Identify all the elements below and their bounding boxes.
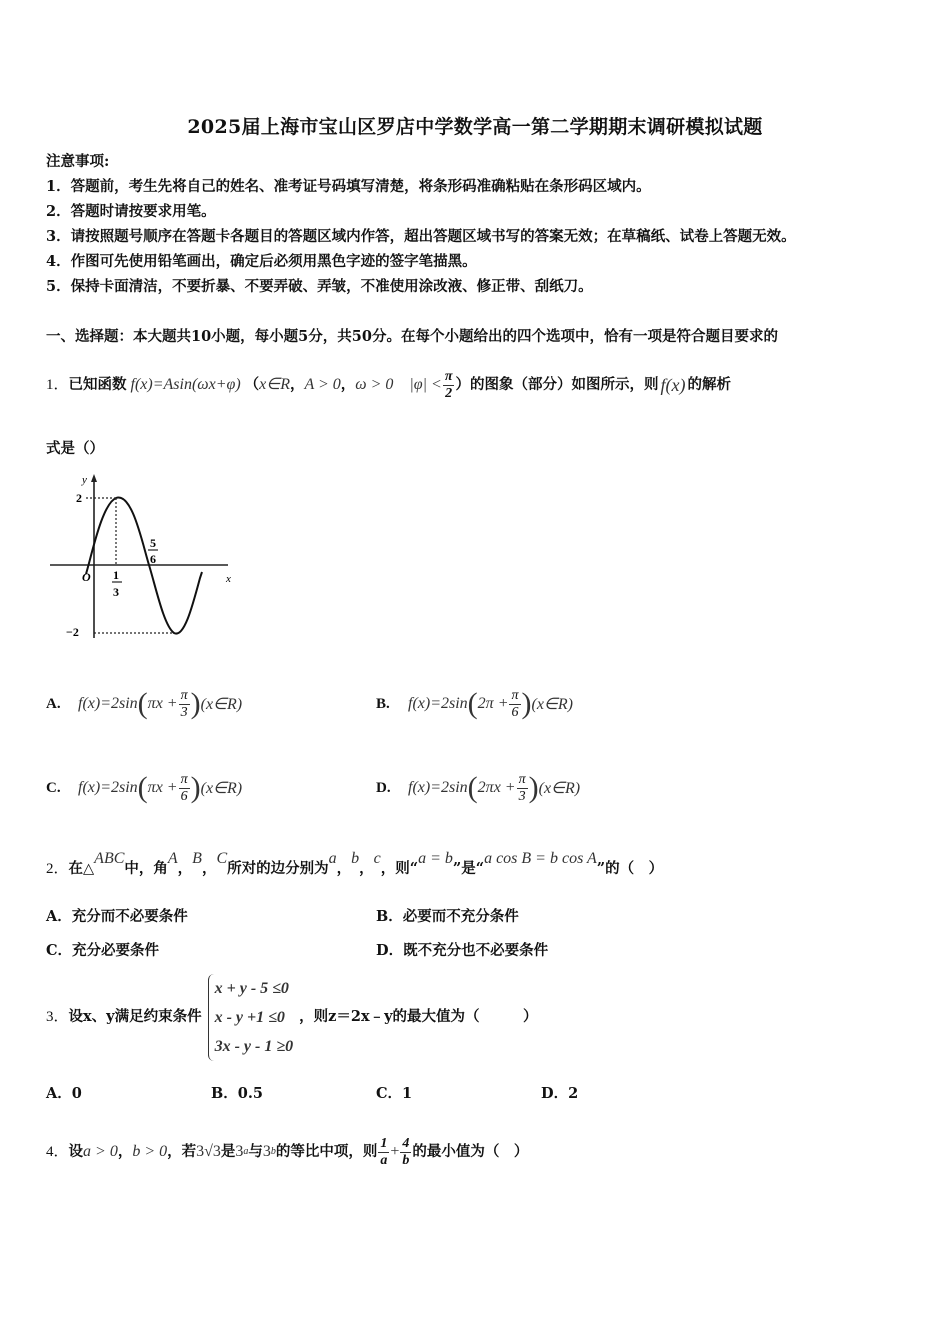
q1-cond-omega: ω > 0 [355,376,394,393]
x-tick-5-6-den: 6 [150,552,156,566]
constraint-2: x - y +1 ≤0 [214,1008,285,1026]
q1-formula: f(x)=Asin(ωx+φ) [130,376,241,393]
origin-label: O [82,570,91,584]
option-lhs: f(x)=2sin [78,695,138,712]
question-3-stem [46,972,538,1062]
q2-side-a: a [328,850,337,867]
option-label: B. [376,695,390,712]
q1-cond-x: x∈R [259,376,290,393]
q1-fraction-pi-2 [443,369,455,402]
question-number: 3． [46,1009,69,1025]
option-text: 0 [71,1085,82,1102]
option-inner: 2π + [477,695,509,712]
q4-text-5: 的等比中项，则 [275,1143,378,1160]
question-number: 4． [46,1144,69,1160]
y-tick-neg2: −2 [66,625,79,639]
x-tick-5-6-num: 5 [150,536,156,550]
q1-option-d[interactable] [376,762,580,814]
right-paren: ) [190,771,201,804]
fraction-numerator: π [511,687,519,703]
right-paren: ) [528,771,539,804]
q4-text-2: ，若 [167,1143,197,1160]
right-paren: ) [190,687,201,720]
q4-text-4: 与 [248,1143,263,1160]
option-domain: (x∈R) [200,696,243,713]
option-inner: πx + [147,779,178,796]
q2-sep-2: ， [201,860,217,877]
notice-item-4: 4．作图可先使用铅笔画出，确定后必须用黑色字迹的签字笔描黑。 [46,253,477,270]
option-text: 既不充分也不必要条件 [403,942,549,959]
q4-condition-a: a > 0 [83,1143,118,1160]
fraction-numerator: 4 [402,1135,410,1151]
q1-cond-phi: |φ| < [409,376,442,393]
left-paren: ( [467,687,478,720]
option-fraction [179,688,190,721]
q2-text-3: 所对的边分别为 [227,860,329,877]
q1-fx: f(x) [660,375,686,395]
option-label: D． [541,1085,569,1102]
option-inner: 2πx + [477,779,516,796]
fraction-numerator: π [180,687,188,703]
y-axis-arrow [91,474,97,482]
notice-header: 注意事项: [46,153,110,170]
q4-condition-b: b > 0 [132,1143,168,1160]
q1-cond-a: A > 0 [304,376,341,393]
q2-side-c: c [373,850,381,867]
fraction-numerator: π [180,771,188,787]
fraction-denominator: a [380,1152,388,1168]
option-domain: (x∈R) [531,696,573,713]
option-label: C. [46,779,61,796]
fraction-denominator: b [402,1152,410,1168]
question-1-stem [46,362,731,408]
option-label: C． [376,1085,403,1102]
option-label: C． [46,942,73,959]
q4-power-b-exp: b [270,1146,276,1157]
option-lhs: f(x)=2sin [78,779,138,796]
constraint-1: x + y - 5 ≤0 [214,979,289,997]
q4-fraction-1-a [378,1136,389,1169]
option-fraction [179,772,190,805]
fraction-denominator: 6 [180,788,188,804]
x-tick-1-3-num: 1 [113,568,119,582]
q4-sep: ， [117,1143,133,1160]
q2-text-2: 中，角 [124,860,168,877]
fraction-numerator: π [518,771,526,787]
option-label: A． [46,908,72,925]
option-label: B． [211,1085,238,1102]
left-paren: ( [137,687,148,720]
q3-option-c[interactable] [376,1085,412,1103]
page-title: 2025届上海市宝山区罗店中学数学高一第二学期期末调研模拟试题 [187,116,763,138]
q4-text-1: 设 [68,1143,84,1160]
fraction-denominator: 3 [518,788,526,804]
q4-sqrt-3: √3 [204,1143,221,1160]
q3-text-1: 设x、y满足约束条件 [68,1008,202,1025]
q3-option-d[interactable] [541,1085,578,1103]
fraction-denominator: 2 [445,385,453,401]
left-paren: ( [137,771,148,804]
q2-sep-4: ， [359,860,374,877]
section-heading: 一、选择题：本大题共10小题，每小题5分，共50分。在每个小题给出的四个选项中，恰有一项是符合题目要求的 [46,328,778,345]
q1-comma-1: ， [289,376,305,393]
q4-text-3: 是 [220,1143,236,1160]
q2-sep-1: ， [177,860,193,877]
option-domain: (x∈R) [200,780,243,797]
option-domain: (x∈R) [538,780,581,797]
q3-option-b[interactable] [211,1085,263,1103]
fraction-numerator: π [444,368,453,384]
y-axis-label: y [82,474,87,486]
option-label: D． [376,942,404,959]
q1-option-a[interactable] [46,678,242,730]
q1-stem-line-2: 式是（） [46,440,104,457]
q1-close-paren: ） [455,376,470,393]
y-tick-2: 2 [76,491,82,505]
question-2-stem [46,846,663,892]
q3-text-2: ，则z＝2x﹣y的最大值为（ ） [299,1008,538,1025]
option-text: 必要而不充分条件 [402,908,519,925]
q1-option-b[interactable] [376,678,573,730]
q1-text-1: 已知函数 [68,376,127,393]
option-text: 充分必要条件 [72,942,160,959]
notice-item-1: 1．答题前，考生先将自己的姓名、准考证号码填写清楚，将条形码准确粘贴在条形码区域内。 [46,178,651,195]
q2-option-c[interactable] [46,942,159,960]
right-paren: ) [521,687,532,720]
q4-coefficient: 3 [196,1143,205,1160]
option-fraction [517,772,528,805]
q2-angle-c: C [216,850,228,867]
q2-option-b[interactable] [376,908,519,926]
left-paren: ( [467,771,478,804]
q1-comma-2: ， [340,376,356,393]
option-lhs: f(x)=2sin [408,695,468,712]
option-fraction [509,688,520,721]
option-label: B． [376,908,403,925]
q2-text-1: 在△ [68,860,95,877]
option-text: 2 [568,1085,579,1102]
q4-power-a-base: 3 [235,1143,244,1160]
q2-angle-a: A [167,850,178,867]
q2-option-d[interactable] [376,942,548,960]
q1-text-2: 的图象（部分）如图所示，则 [469,376,659,393]
option-label: A. [46,695,61,712]
question-number: 2． [46,861,69,877]
q1-open-paren: （ [244,376,260,393]
fraction-denominator: 3 [180,704,188,720]
option-lhs: f(x)=2sin [408,779,468,796]
q2-angle-b: B [192,850,202,867]
q4-power-b-base: 3 [262,1143,271,1160]
option-text: 1 [402,1085,413,1102]
q1-text-3: 的解析 [687,376,731,393]
q2-sep-3: ， [336,860,352,877]
constraint-system [208,974,294,1061]
x-tick-1-3-den: 3 [113,585,119,599]
notice-item-2: 2．答题时请按要求用笔。 [46,203,216,220]
fraction-denominator: 6 [511,704,519,720]
q2-condition-1: a = b [418,850,453,867]
option-label: A． [46,1085,72,1102]
sine-graph [46,466,246,648]
question-4-stem [46,1122,528,1182]
x-axis-label: x [226,573,231,585]
fraction-numerator: 1 [380,1135,388,1151]
q2-option-a[interactable] [46,908,188,926]
q2-text-4: ，则“ [380,860,419,877]
q4-fraction-4-b [400,1136,411,1169]
option-inner: πx + [147,695,178,712]
question-number: 1． [46,377,69,393]
option-label: D. [376,779,391,796]
q3-option-a[interactable] [46,1085,82,1103]
q4-power-a-exp: a [243,1146,249,1157]
q2-text-5: ”是“ [452,860,485,877]
notice-item-3: 3．请按照题号顺序在答题卡各题目的答题区域内作答，超出答题区域书写的答案无效；在草稿纸、试卷上答题无效。 [46,228,796,245]
q1-option-c[interactable] [46,762,242,814]
q4-text-6: 的最小值为（ ） [412,1143,529,1160]
constraint-3: 3x - y - 1 ≥0 [214,1037,294,1055]
q2-triangle-abc: ABC [94,850,125,867]
q2-condition-2: a cos B = b cos A [484,850,597,867]
q2-text-6: ”的（ ） [596,860,664,877]
option-text: 充分而不必要条件 [71,908,188,925]
q4-plus: + [390,1143,400,1160]
q2-side-b: b [351,850,360,867]
option-text: 0.5 [237,1085,263,1102]
notice-item-5: 5．保持卡面清洁，不要折暴、不要弄破、弄皱，不准使用涂改液、修正带、刮纸刀。 [46,278,593,295]
